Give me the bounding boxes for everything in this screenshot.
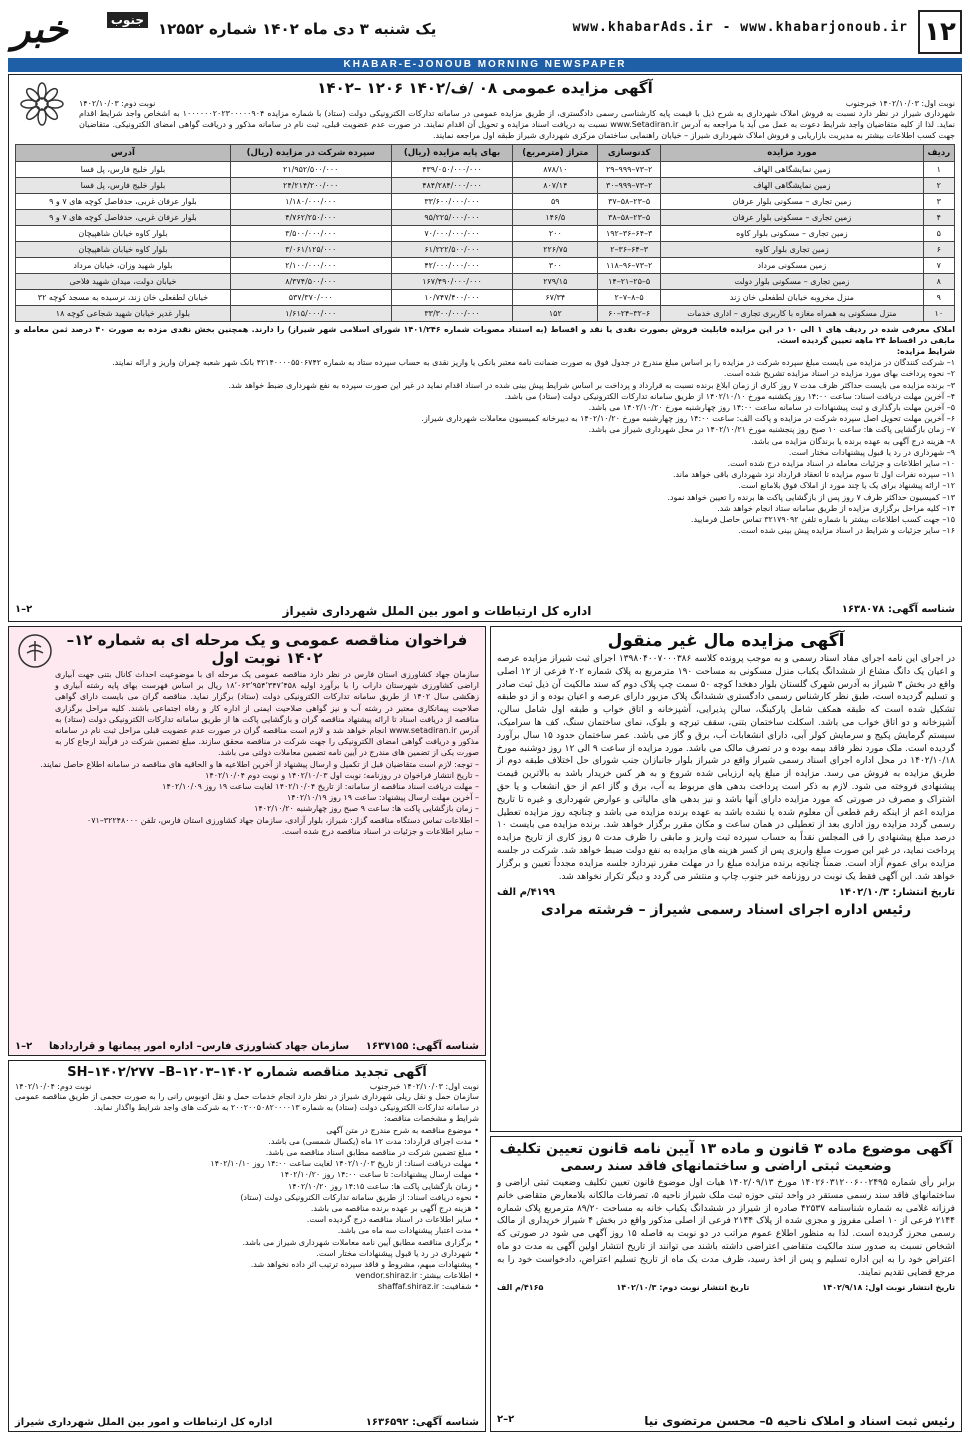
table-cell: ۳/۰۶۱/۱۲۵/۰۰۰: [230, 241, 391, 257]
list-item: • برگزاری مناقصه مطابق آیین نامه معاملات شهرداری شیراز می باشد.: [242, 1237, 479, 1247]
deeds-footer-code: ۲–۲: [497, 1414, 515, 1425]
table-cell: ۳–۶۴–۳۶–۲: [598, 241, 661, 257]
table-cell: ۷۰/۰۰۰/۰۰۰/۰۰۰: [391, 225, 513, 241]
table-cell: منزل مسکونی به همراه مغازه با کاربری تجاری – اداری خدمات: [661, 305, 924, 321]
auction-conditions-title: شرایط مزایده:: [896, 347, 955, 357]
table-cell: ۶–۳۲–۲۴–۶۰: [598, 305, 661, 321]
auction-footer-code: ۲–۱: [15, 604, 33, 615]
list-item: ۶– آخرین مهلت تحویل اصل سپرده شرکت در مزایده و پاکت الف: ساعت ۱۴:۰۰ روز چهارشنبه مورخ ۱۴۰۲/۱۰/۲۰ به دبیرخانه کمیسیون معاملات شهرداری شیراز.: [421, 414, 955, 424]
auction-col-header: آدرس: [16, 144, 231, 161]
table-cell: ۱۵۲: [513, 305, 598, 321]
renewal-items: [9, 1113, 485, 1292]
table-cell: ۱: [923, 161, 954, 177]
list-item: • هزینه درج آگهی بر عهده برنده مناقصه می باشد.: [310, 1204, 479, 1214]
table-cell: ۹: [923, 289, 954, 305]
page-number: ۱۲: [918, 10, 962, 54]
auction-meta-left: نوبت دوم: ۱۴۰۲/۱۰/۰۳: [79, 99, 156, 108]
renewal-meta-left: نوبت دوم: ۱۴۰۲/۱۰/۰۴: [15, 1082, 92, 1091]
table-cell: منزل مخروبه خیابان لطفعلی خان زند: [661, 289, 924, 305]
table-cell: ۸/۳۷۴/۵۰۰/۰۰۰: [230, 273, 391, 289]
table-row: [16, 161, 955, 177]
deeds-id: ۴۱۶۵/م الف: [497, 1283, 544, 1293]
table-cell: بلوار عرفان غربی، حدفاصل کوچه های ۷ و ۹: [16, 209, 231, 225]
auction-col-header: متراژ (مترمربع): [513, 144, 598, 161]
property-auction-date: تاریخ انتشار: ۱۴۰۲/۱۰/۳: [838, 887, 955, 899]
tender-title: فراخوان مناقصه عمومی و یک مرحله ای به شماره ۱۲–۱۴۰۲ نوبت اول: [66, 631, 468, 667]
deeds-meta: [491, 1283, 961, 1292]
table-cell: ۲–۷۳–۹۶–۱۱۸: [598, 257, 661, 273]
renewal-meta-right: نوبت اول: ۱۴۰۲/۱۰/۰۳ خبرجنوب: [369, 1082, 479, 1091]
list-item: ۱۲– ارائه پیشنهاد برای یک یا چند مورد از املاک فوق بلامانع است.: [738, 481, 955, 491]
tender-footer: [15, 1041, 479, 1052]
list-item: • اطلاعات بیشتر: vendor.shiraz.ir: [355, 1271, 479, 1281]
renewal-body: سازمان حمل و نقل ریلی شهرداری شیراز در نظر دارد انجام خدمات حمل و نقل اتوبوس رانی را به صورت حجمی از طریق مناقصه عمومی در سامانه تدارکات الکترونیکی دولت (ستاد) به شماره ۲۰۰۲۰۰۵۰۸۲۰۰۰۰۱۳ به شرکت های واجد شرایط واگذار نماید.: [15, 1092, 479, 1113]
table-cell: ۲–۷۳–۹۹۹–۳۰: [598, 177, 661, 193]
table-cell: ۶: [923, 241, 954, 257]
list-item: ۱۰– سایر اطلاعات و جزئیات معامله در اسناد مزایده درج شده است.: [727, 459, 955, 469]
logo-sub: جنوب: [107, 12, 148, 28]
table-cell: ۴/۷۶۲/۲۵۰/۰۰۰: [230, 209, 391, 225]
table-row: [16, 241, 955, 257]
shiraz-municipality-emblem-icon: [19, 81, 65, 127]
deeds-signer: رئیس ثبت اسناد و املاک ناحیه ۵– محسن مرتضوی نیا: [644, 1414, 955, 1428]
table-cell: ۵۹: [513, 193, 598, 209]
table-cell: ۷: [923, 257, 954, 273]
property-auction-body: در اجرای این نامه اجرای مفاد اسناد رسمی و به موجب پرونده کلاسه ۱۳۹۸۰۴۰۰۷۰۰۰۳۸۶ اجرای ثبت شیراز مزایده عرصه و اعیان یک دانگ مشاع از ششدانگ یکباب منزل مسکونی به مساحت ۱۹۰ مترمربع به پلاک شماره ۲۰۲ فرعی از ۱۲ اصلی واقع در بخش ۳ شیراز به آدرس شهرک گلستان بلوار دهخدا کوچه ۵۰ سمت چپ پلاک دوم که سند مالکیت آن ذیل ثبت صادر و تسلیم گردیده است، طبق نظر کارشناس رسمی دادگستری ششدانگ پلاک مزبور دارای عرصه و اعیان بوده و از دو طبقه تشکیل شده است که طبقه همکف شامل پارکینگ، سالن پذیرایی، آشپزخانه و اتاق خواب و طبقه اول شامل سالن، آشپزخانه و دو اتاق خواب می باشد. اسکلت ساختمان بتنی، سقف تیرچه و بلوک، نمای ساختمان سنگ، کف ها سرامیک، سیستم گرمایش پکیج و سرمایش کولر آبی، دارای انشعابات آب، برق و گاز می باشد. عمر ساختمان حدود ۱۵ سال برآورد گردیده است. ملک مورد نظر فاقد بیمه بوده و در تصرف مالک می باشد. مورد مزایده از ساعت ۹ الی ۱۲ روز دوشنبه مورخ ۱۴۰۲/۱۰/۱۸ در محل اداره اجرای اسناد رسمی شیراز واقع در شیراز بلوار جانبازان جنب شورای حل اختلاف طبقه دوم از طریق مزایده به فروش می رسد. مزایده از مبلغ پایه ارزیابی شده شروع و به هر کس خریدار باشد به بالاترین قیمت پیشنهادی فروخته می شود. لازم به ذکر است پرداخت بدهی های مربوط به آب، برق و گاز اعم از حق انشعاب و یا حق اشتراک و مصرف در صورتی که مورد مزایده دارای آنها باشد و نیز بدهی های مالیاتی و عوارض شهرداری و غیره تا تاریخ مزایده اعم از اینکه رقم قطعی آن معلوم شده یا نشده باشد به عهده برنده مزایده می باشد و چنانچه روز مزایده تعطیل رسمی گردد مزایده روز اداری بعد از تعطیلی در همان ساعت و مکان مقرر برگزار خواهد شد. برنده مزایده می بایست ۱۰ درصد مبلغ پیشنهادی را فی المجلس نقداً به حساب سپرده ثبت واریز و مابقی را ظرف مدت ۵ روز کاری از تاریخ مزایده پرداخت نماید، در غیر این صورت مبلغ واریزی پس از کسر هزینه های مزایده به نفع دولت ضبط خواهد شد. شرکت در جلسه مزایده برای عموم آزاد است. ضمناً چنانچه برنده مزایده مبلغ را در مهلت مقرر نپردازد جلسه مزایده مجدداً تعیین و برگزار خواهد شد. این آگهی فقط یک نوبت در روزنامه خبر جنوب چاپ و منتشر می گردد و دیگر تکرار نخواهد شد.: [497, 654, 956, 882]
deeds-subtitle: وضعیت ثبتی اراضی و ساختمانهای فاقد سند رسمی: [560, 1159, 892, 1174]
table-cell: بلوار کاوه خیابان شاهپیچان: [16, 241, 231, 257]
table-cell: ۴۸۴/۲۸۴/۰۰۰/۰۰۰: [391, 177, 513, 193]
table-row: [16, 209, 955, 225]
table-cell: ۲۴/۲۱۴/۲۰۰/۰۰۰: [230, 177, 391, 193]
table-row: [16, 177, 955, 193]
renewal-title: آگهی تجدید مناقصه شماره SH–۱۴۰۲/۲۷۷ –B–۱۲۰۳–۱۴۰۲: [67, 1065, 427, 1080]
tender-footer-code: ۲–۱: [15, 1041, 33, 1052]
table-cell: ۲/۱۰۰/۰۰۰/۰۰۰: [230, 257, 391, 273]
table-cell: بلوار عرفان غربی، حدفاصل کوچه های ۷ و ۹: [16, 193, 231, 209]
table-cell: ۱۶۷/۴۹۰/۰۰۰/۰۰۰: [391, 273, 513, 289]
renewal-meta: [9, 1082, 485, 1091]
deeds-date1: تاریخ انتشار نوبت اول: ۱۴۰۲/۹/۱۸: [822, 1283, 955, 1293]
table-cell: ۴۳۹/۰۵۰/۰۰۰/۰۰۰: [391, 161, 513, 177]
table-cell: ۴۲/۰۰۰/۰۰۰/۰۰۰: [391, 257, 513, 273]
property-auction-ad: [490, 626, 962, 1132]
auction-footer-id: شناسه آگهی: ۱۶۳۸۰۷۸: [841, 604, 955, 615]
website-urls: www.khabarAds.ir - www.khabarjonoub.ir: [572, 20, 908, 35]
deeds-notice-ad: [490, 1136, 962, 1432]
table-cell: ۱/۱۸۰/۰۰۰/۰۰۰: [230, 193, 391, 209]
list-item: ۱۱– سپرده نفرات اول تا سوم مزایده تا انعقاد قرارداد نزد شهرداری باقی خواهد ماند.: [673, 470, 955, 480]
table-cell: ۳۳/۳۰۰/۰۰۰/۰۰۰: [391, 305, 513, 321]
table-row: [16, 257, 955, 273]
list-item: ۱– شرکت کنندگان در مزایده می بایست مبلغ سپرده شرکت در مزایده را بر اساس مبلغ مندرج در جدول فوق به صورت ضمانت نامه معتبر بانکی یا واریز نقدی به حساب سپرده ستاد به شماره ۴۲۱۴۰۰۰۰۵۵۰۶۷۴۲ بانک شهر شعبه چمران واریز و ارائه نمایند.: [112, 358, 955, 368]
auction-col-header: کدنوسازی: [598, 144, 661, 161]
auction-table-body: [16, 161, 955, 321]
property-auction-meta: [491, 887, 961, 898]
table-cell: ۱۴۶/۵: [513, 209, 598, 225]
list-item: ۱۶– سایر جزئیات و شرایط در اسناد مزایده پیش بینی شده است.: [738, 526, 955, 536]
newspaper-logo: [8, 8, 148, 60]
table-cell: بلوار کاوه خیابان شاهپیچان: [16, 225, 231, 241]
auction-footer-signer: اداره کل ارتباطات و امور بین الملل شهرداری شیراز: [282, 604, 592, 618]
auction-col-header: ردیف: [923, 144, 954, 161]
table-cell: ۶۱/۲۲۲/۵۰۰/۰۰۰: [391, 241, 513, 257]
table-cell: ۹۵/۲۲۵/۰۰۰/۰۰۰: [391, 209, 513, 225]
list-item: • مهلت دریافت اسناد: از تاریخ ۱۴۰۲/۱۰/۰۳ لغایت ساعت ۱۴:۰۰ روز ۱۴۰۲/۱۰/۱۰: [210, 1159, 479, 1169]
list-item: • شفافیت: shaffaf.shiraz.ir: [377, 1282, 479, 1292]
deeds-footer: [497, 1414, 955, 1428]
table-cell: بلوار خلیج فارس، پل فسا: [16, 177, 231, 193]
list-item: • پیشنهادات مبهم، مشروط و فاقد سپرده ترتیب اثر داده نخواهد شد.: [250, 1260, 479, 1270]
table-cell: ۳: [923, 193, 954, 209]
list-item: • زمان بازگشایی پاکت ها: ساعت ۱۴:۱۵ روز ۱۴۰۲/۱۰/۲۰: [287, 1181, 479, 1191]
list-item: • نحوه دریافت اسناد: از طریق سامانه تدارکات الکترونیکی دولت (ستاد): [240, 1192, 479, 1202]
list-item: ۲– نحوه پرداخت بهای مورد مزایده در اسناد مزایده تشریح شده است.: [723, 369, 955, 379]
auction-table: [15, 144, 955, 322]
table-cell: ۳/۵۰۰/۰۰۰/۰۰۰: [230, 225, 391, 241]
issue-dateline: یک شنبه ۳ دی ماه ۱۴۰۲ شماره ۱۲۵۵۲: [158, 20, 437, 38]
table-cell: خیابان دولت، میدان شهید فلاحی: [16, 273, 231, 289]
auction-col-header: بهای پایه مزایده (ریال): [391, 144, 513, 161]
table-cell: ۱۰: [923, 305, 954, 321]
auction-note: املاک معرفی شده در ردیف های ۱ الی ۱۰ در این مزایده قابلیت فروش بصورت نقدی یا نقد و اقساط (به استناد مصوبات شماره ۱۴۰۱/۲۴۶ شورای اسلامی شهر شیراز) را دارند. همچنین بخش نقدی مزده به صورت ۴۰ درصد ثمن معامله و مابقی در اقساط ۲۴ ماهه تعیین گردیده است.: [15, 324, 956, 345]
list-item: – زمان بازگشایی پاکت ها: ساعت ۹ صبح روز چهارشنبه ۱۴۰۲/۱۰/۲۰: [254, 804, 479, 814]
list-item: • مدت اعتبار پیشنهادات سه ماه می باشد.: [337, 1226, 479, 1236]
tender-footer-id: شناسه آگهی: ۱۶۳۷۱۵۵: [365, 1041, 479, 1052]
list-item: ۴– آخرین مهلت دریافت اسناد: ساعت ۱۴:۰۰ روز یکشنبه مورخ ۱۴۰۲/۱۰/۱۰ از طریق سامانه تدارکات الکترونیکی دولت (ستاد) می باشد.: [504, 391, 955, 401]
deeds-title: آگهی موضوع ماده ۳ قانون و ماده ۱۳ آیین نامه قانون تعیین تکلیف: [499, 1141, 953, 1157]
list-item: • مهلت ارسال پیشنهادات: تا ساعت ۱۴:۰۰ روز ۱۴۰۲/۱۰/۲۰: [280, 1170, 479, 1180]
list-item: • موضوع مناقصه به شرح مندرج در متن آگهی: [326, 1125, 479, 1135]
table-cell: ۶۷/۳۴: [513, 289, 598, 305]
list-item: – تاریخ انتشار فراخوان در روزنامه: نوبت اول ۱۴۰۲/۱۰/۰۳ و نوبت دوم ۱۴۰۲/۱۰/۰۴: [205, 770, 479, 780]
auction-intro: شهرداری شیراز در نظر دارد نسبت به فروش املاک شهرداری به شرح ذیل با قیمت پایه کارشناسی رسمی دادگستری، از طریق مزایده عمومی در سامانه تدارکات الکترونیکی دولت (ستاد) با شماره مزایده ۱۰۰۰۰۰۰۲۰۲۳۰۰۰۰۰۹۰۴ به اشخاص واجد شرایط اقدام نماید. لذا از کلیه متقاضیان واجد شرایط دعوت به عمل می آید با مراجعه به آدرس www.Setadiran.ir نسبت به دریافت اسناد مزایده و تحویل آن اقدام نمایند. در صورت عدم عضویت قبلی، ثبت نام در سامانه مذکور و دریافت گواهی امضای الکترونیکی. متقاضیان جهت کسب اطلاعات بیشتر به مدیریت بازاریابی و فروش املاک شهرداری شیراز – خیابان راهنمایی ساختمان مرکزی شهرداری شیراز طبقه اول مراجعه نمایند.: [79, 109, 956, 141]
table-cell: ۲–۷۳–۹۹۹–۲۹: [598, 161, 661, 177]
table-cell: ۵–۲۵–۲۱–۱۴: [598, 273, 661, 289]
table-cell: زمین مسکونی مرداد: [661, 257, 924, 273]
property-auction-title: آگهی مزایده مال غیر منقول: [607, 631, 845, 651]
table-cell: ۲۷۹/۱۵: [513, 273, 598, 289]
list-item: ۱۳– کمیسیون حداکثر ظرف ۷ روز پس از بازگشایی پاکت ها برنده را تعیین خواهد نمود.: [667, 492, 955, 502]
list-item: – اطلاعات تماس دستگاه مناقصه گزار: شیراز، بلوار آزادی، سازمان جهاد کشاورزی استان فارس، تلفن ۳۲۲۴۸۰۰۰–۰۷۱: [86, 815, 479, 825]
list-item: • سایر اطلاعات در اسناد مناقصه درج گردیده است.: [306, 1215, 479, 1225]
list-item: شرایط و مشخصات مناقصه:: [383, 1114, 479, 1124]
renewal-footer: [15, 1417, 479, 1428]
list-item: • شهرداری در رد یا قبول پیشنهادات مختار است.: [316, 1248, 479, 1258]
table-cell: زمین نمایشگاهی الهاف: [661, 177, 924, 193]
list-item: ۷– زمان بازگشایی پاکت ها: ساعت ۱۰ صبح روز پنجشنبه مورخ ۱۴۰۲/۱۰/۲۱ در محل شهرداری شیراز می باشد.: [588, 425, 955, 435]
list-item: ۹– شهرداری در رد یا قبول پیشنهادات مختار است.: [788, 447, 955, 457]
tender-items: [9, 759, 485, 837]
table-cell: ۳–۶۴–۳۶–۱۹۲: [598, 225, 661, 241]
auction-title: آگهی مزایده عمومی ۰۸ /ف/۱۴۰۲ ۱۲۰۶ –۱۴۰۲: [317, 79, 653, 97]
list-item: • مدت اجرای قرارداد: مدت ۱۲ ماه (یکسال شمسی) می باشد.: [268, 1136, 479, 1146]
list-item: ۵– آخرین مهلت بارگذاری و ثبت پیشنهادات در سامانه ساعت ۱۴:۰۰ روز چهارشنبه مورخ ۱۴۰۲/۱۰/۲۰ می باشد.: [588, 403, 955, 413]
list-item: – مهلت دریافت اسناد مناقصه از سامانه: از تاریخ ۱۴۰۲/۱۰/۰۴ لغایت ساعت ۱۹ روز ۱۴۰۲/۱۰/۰۹: [162, 782, 479, 792]
table-cell: زمین تجاری – مسکونی بلوار عرفان: [661, 193, 924, 209]
deeds-body: برابر رأی شماره ۱۴۰۲۶۰۳۱۲۰۰۶۰۰۲۴۹۵ مورخ ۱۴۰۲/۰۹/۱۳ هیات اول موضوع قانون تعیین تکلیف وضعیت ثبتی اراضی و ساختمانهای فاقد سند رسمی مستقر در واحد ثبتی حوزه ثبت ملک شیراز ناحیه ۵، تصرفات مالکانه بلامعارض متقاضی خانم فرزانه غلامی به شماره شناسنامه ۴۲۵۳۷ صادره از شیراز در ششدانگ یکباب خانه به مساحت ۸۹/۲۰ مترمربع پلاک شماره ۲۱۴۴ فرعی از ۱۰ اصلی مفروز و مجزی شده از پلاک ۲۱۴۴ فرعی از اصلی مذکور واقع در بخش ۴ شیراز خریداری از مالک رسمی محرز گردیده است. لذا به منظور اطلاع عموم مراتب در دو نوبت به فاصله ۱۵ روز آگهی می شود در صورتی که اشخاص نسبت به صدور سند مالکیت متقاضی اعتراضی داشته باشند می توانند از تاریخ انتشار اولین آگهی به مدت دو ماه اعتراض خود را به این اداره تسلیم و پس از اخذ رسید، ظرف مدت یک ماه از تاریخ تسلیم اعتراض، دادخواست خود را به مرجع قضایی تقدیم نمایند.: [497, 1178, 955, 1278]
table-cell: زمین تجاری – مسکونی بلوار کاوه: [661, 225, 924, 241]
table-cell: ۵۳۷/۳۷۰/۰۰۰: [230, 289, 391, 305]
table-cell: زمین تجاری – مسکونی بلوار عرفان: [661, 209, 924, 225]
list-item: ۱۵– جهت کسب اطلاعات بیشتر با شماره تلفن ۳۲۱۷۹۰۹۲ تماس حاصل فرمایید.: [690, 515, 955, 525]
list-item: • مبلغ تضمین شرکت در مناقصه مطابق اسناد مناقصه می باشد.: [265, 1148, 479, 1158]
table-cell: ۴: [923, 209, 954, 225]
table-cell: ۱۰/۷۴۷/۴۰۰/۰۰۰: [391, 289, 513, 305]
table-cell: ۲۰۰: [513, 225, 598, 241]
renewal-footer-signer: اداره کل ارتباطات و امور بین الملل شهرداری شیراز: [15, 1417, 273, 1428]
table-cell: خیابان لطفعلی خان زند، نرسیده به مسجد کوچه ۳۲: [16, 289, 231, 305]
deeds-date2: تاریخ انتشار نوبت دوم: ۱۴۰۲/۱۰/۳: [616, 1283, 750, 1293]
table-cell: ۵: [923, 225, 954, 241]
table-cell: بلوار خلیج فارس، پل فسا: [16, 161, 231, 177]
table-cell: زمین تجاری – مسکونی بلوار دولت: [661, 273, 924, 289]
auction-ad: [8, 74, 962, 622]
table-cell: ۳۰۰: [513, 257, 598, 273]
auction-table-header: [16, 144, 955, 161]
renewal-footer-id: شناسه آگهی: ۱۶۳۶۵۹۲: [365, 1417, 479, 1428]
property-auction-id: ۴۱۹۹/م الف: [497, 887, 555, 899]
list-item: – سایر اطلاعات و جزئیات در اسناد مناقصه درج شده است.: [281, 826, 479, 836]
auction-col-header: سپرده شرکت در مزایده (ریال): [230, 144, 391, 161]
table-cell: ۲۱/۹۵۲/۵۰۰/۰۰۰: [230, 161, 391, 177]
auction-footer: [15, 604, 955, 618]
table-cell: بلوار غدیر خیابان شهید شجاعی کوچه ۱۸: [16, 305, 231, 321]
auction-col-header: مورد مزایده: [661, 144, 924, 161]
list-item: ۸– هزینه درج آگهی به عهده برنده یا برندگان مزایده می باشد.: [751, 436, 955, 446]
newspaper-band: KHABAR-E-JONOUB MORNING NEWSPAPER: [8, 58, 962, 72]
property-auction-signer: رئیس اداره اجرای اسناد رسمی شیراز – فرشته مرادی: [540, 902, 912, 919]
tender-footer-signer: سازمان جهاد کشاورزی فارس– اداره امور پیمانها و قراردادها: [48, 1041, 350, 1052]
table-row: [16, 193, 955, 209]
renewal-tender-ad: [8, 1060, 486, 1432]
table-cell: ۲۲۶/۷۵: [513, 241, 598, 257]
table-row: [16, 225, 955, 241]
auction-conditions: [9, 357, 961, 536]
table-cell: زمین تجاری بلوار کاوه: [661, 241, 924, 257]
table-cell: ۵–۲۳–۵۸–۳۷: [598, 193, 661, 209]
logo-main: خبر: [12, 6, 68, 51]
table-row: [16, 273, 955, 289]
list-item: ۱۴– کلیه مراحل برگزاری مزایده از طریق سامانه ستاد انجام خواهد شد.: [717, 503, 955, 513]
list-item: ۳– برنده مزایده می بایست حداکثر ظرف مدت ۷ روز کاری از زمان ابلاغ برنده نسبت به قرارداد و پرداخت بر اساس شرایط پیش بینی شده در اسناد اقدام نماید در غیر این صورت سپرده به نفع شهرداری ضبط خواهد شد.: [228, 380, 955, 390]
table-cell: ۸۰۷/۱۴: [513, 177, 598, 193]
table-cell: ۵–۲۳–۵۸–۳۸: [598, 209, 661, 225]
table-cell: ۲: [923, 177, 954, 193]
tender-body: سازمان جهاد کشاورزی استان فارس در نظر دارد مناقصه عمومی یک مرحله ای با موضوعیت احداث کانال بتنی جهت آبیاری اراضی کشاورزی شهرستان داراب را با برآورد اولیه ۱۸٬۰۶۳٬۹۵۴٬۳۴۷٬۴۵۸ ریال بر اساس فهرست بهای پایه رشته آبیاری و زهکشی سال ۱۴۰۲ از طریق سامانه تدارکات الکترونیکی دولت (ستاد) برگزار نماید. مناقصه گران می بایست دارای گواهی صلاحیت پیمانکاری معتبر در رشته آب و نیز گواهی صلاحیت ایمنی از اداره کار و رفاه اجتماعی باشند. کلیه مراحل برگزاری مناقصه از دریافت اسناد تا ارائه پیشنهاد مناقصه گران و بازگشایی پاکت ها از طریق سامانه تدارکات الکترونیکی دولت (ستاد) به آدرس www.setadiran.ir انجام خواهد شد و لازم است مناقصه گران در صورت عدم عضویت قبلی مراحل ثبت نام در سامانه مذکور و دریافت گواهی امضای الکترونیکی را جهت شرکت در مناقصه محقق سازند. مبلغ تضمین شرکت در فرآیند ارجاع کار به صورت یکی از تضمین های مندرج در آیین نامه تضمین معاملات دولتی می باشد.: [55, 670, 480, 758]
table-cell: ۵–۸–۷–۲: [598, 289, 661, 305]
table-cell: ۸: [923, 273, 954, 289]
table-cell: ۳۳/۶۰۰/۰۰۰/۰۰۰: [391, 193, 513, 209]
table-cell: زمین نمایشگاهی الهاف: [661, 161, 924, 177]
table-row: [16, 305, 955, 321]
auction-meta: [9, 99, 961, 108]
list-item: – توجه: لازم است متقاضیان قبل از تکمیل و ارسال پیشنهاد از آخرین اطلاعیه ها و الحاقیه های مناقصه در سامانه اطلاع حاصل نمایند.: [40, 759, 479, 769]
agriculture-organization-emblem-icon: [17, 633, 53, 669]
table-row: [16, 289, 955, 305]
table-cell: ۱/۶۱۵/۰۰۰/۰۰۰: [230, 305, 391, 321]
list-item: – آخرین مهلت ارسال پیشنهاد: ساعت ۱۹ روز ۱۴۰۲/۱۰/۱۹: [286, 793, 479, 803]
auction-meta-right: نوبت اول: ۱۴۰۲/۱۰/۰۳ خبرجنوب: [845, 99, 955, 108]
table-cell: بلوار شهید وزان، خیابان مرداد: [16, 257, 231, 273]
table-cell: ۸۷۸/۱۰: [513, 161, 598, 177]
tender-ad: [8, 626, 486, 1056]
